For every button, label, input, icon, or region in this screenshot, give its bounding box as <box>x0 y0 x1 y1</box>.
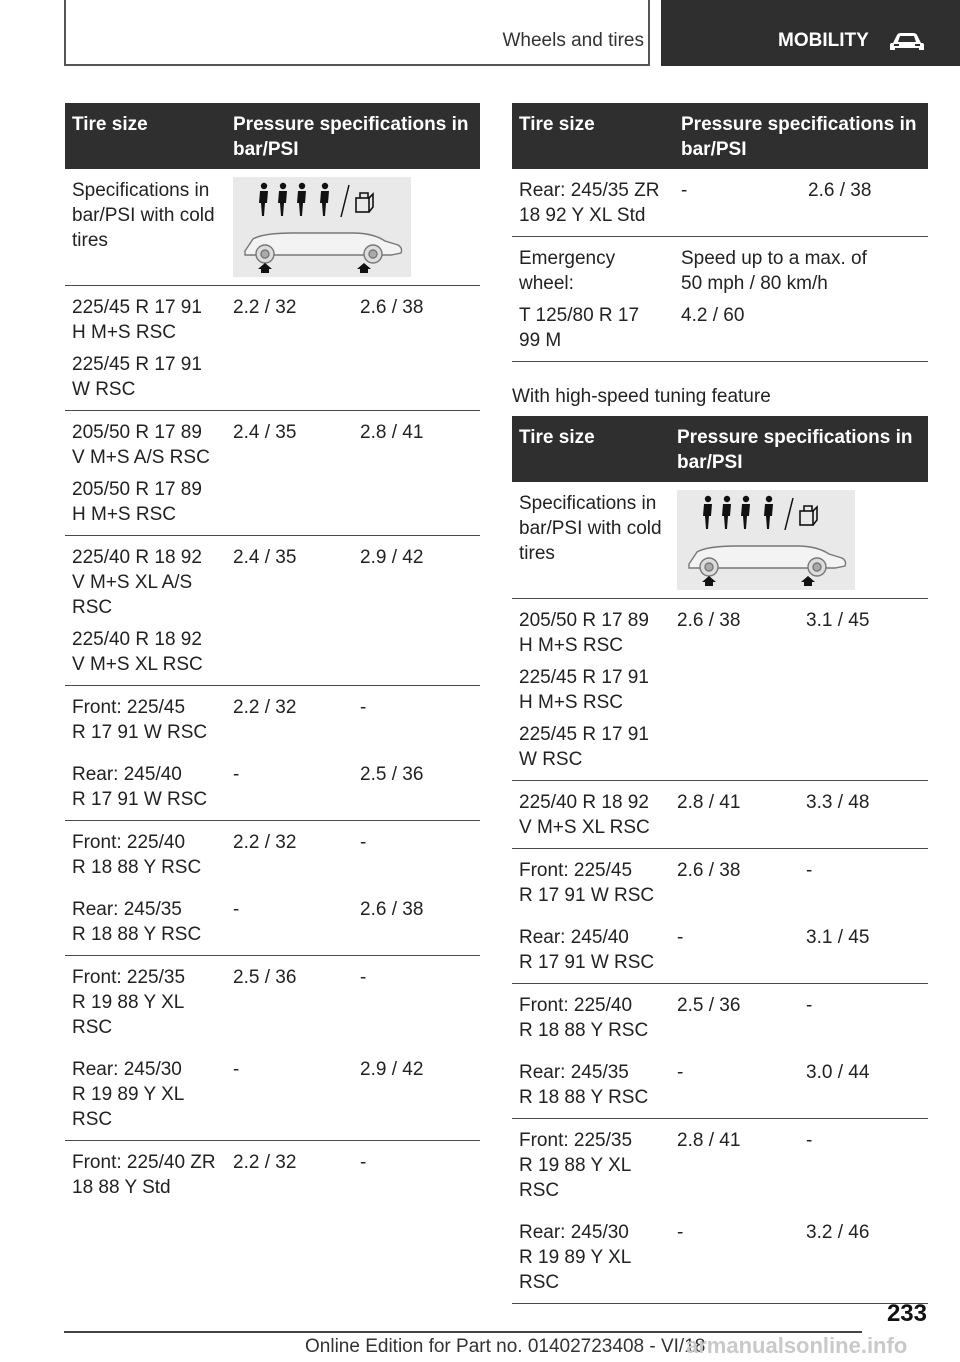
header-tire-size: Tire size <box>65 103 226 169</box>
tire-size-cell <box>512 237 674 362</box>
cell-line: 2.6 / 38 <box>677 610 741 631</box>
section-title: Wheels and tires <box>502 30 644 51</box>
cell-line: - <box>360 697 367 718</box>
pressure-cell-normal-load <box>674 169 801 237</box>
table-row <box>65 169 480 286</box>
cell-line: - <box>360 832 367 853</box>
edition-note: Online Edition for Part no. 01402723408 - VI/18 <box>305 1336 706 1357</box>
page-number: 233 <box>886 1300 927 1327</box>
cell-line: 225/40 R 18 92 V M+S XL RSC <box>519 792 650 838</box>
person-icon <box>703 496 773 529</box>
pressure-cell-full-load <box>799 1051 928 1119</box>
cell-line: 225/45 R 17 91 W RSC <box>72 354 202 400</box>
chapter-title: MOBILITY <box>778 30 869 51</box>
table-row <box>512 781 928 849</box>
pressure-cell-full-load <box>353 888 480 956</box>
pressure-cell-normal-load <box>670 1051 799 1119</box>
table-row <box>512 169 928 237</box>
illustration-cell <box>226 169 480 286</box>
tire-size-cell <box>65 1141 226 1209</box>
cell-line: 205/50 R 17 89 H M+S RSC <box>519 610 649 656</box>
pressure-cell-normal-load <box>670 916 799 984</box>
tire-pressure-table-right-2 <box>512 416 928 1304</box>
cell-line: Rear: 245/40 R 17 91 W RSC <box>519 927 655 973</box>
cell-line: 2.2 / 32 <box>233 697 297 718</box>
cell-line: Specifications in bar/PSI with cold tires <box>519 493 662 564</box>
cell-line: 2.2 / 32 <box>233 1152 297 1173</box>
right-column <box>512 103 928 1304</box>
cell-line: 205/50 R 17 89 H M+S RSC <box>72 479 202 525</box>
cell-line: 2.8 / 41 <box>677 792 741 813</box>
tire-size-cell <box>65 1048 226 1141</box>
cell-line: Front: 225/35 R 19 88 Y XL RSC <box>519 1130 633 1201</box>
cell-line: 2.9 / 42 <box>360 547 424 568</box>
cell-line: 2.2 / 32 <box>233 832 297 853</box>
cell-line: Front: 225/40 ZR 18 88 Y Std <box>72 1152 216 1198</box>
cell-line: 2.5 / 36 <box>360 764 424 785</box>
pressure-cell-full-load <box>353 821 480 889</box>
tire-size-cell <box>65 686 226 754</box>
cell-line: - <box>233 899 240 920</box>
pressure-cell-normal-load <box>226 956 353 1049</box>
pressure-cell-full-load <box>353 536 480 686</box>
cell-line: 2.6 / 38 <box>677 860 741 881</box>
cell-line: - <box>681 180 688 201</box>
luggage-icon <box>356 193 373 212</box>
cell-line: - <box>233 764 240 785</box>
cell-line: 2.6 / 38 <box>360 899 424 920</box>
cell-line: 3.2 / 46 <box>806 1222 870 1243</box>
pressure-cell-full-load <box>353 956 480 1049</box>
cell-line: Front: 225/40 R 18 88 Y RSC <box>519 995 649 1041</box>
pressure-cell-normal-load <box>670 1119 799 1212</box>
pressure-cell-full-load <box>801 169 928 237</box>
pressure-cell-normal-load <box>226 411 353 536</box>
table-row <box>65 286 480 411</box>
header-pressure: Pressure specifications in bar/PSI <box>226 103 480 169</box>
pressure-cell-full-load <box>353 1141 480 1209</box>
cell-line: Rear: 245/30 R 19 89 Y XL RSC <box>519 1222 632 1293</box>
tire-size-cell <box>65 888 226 956</box>
table-row <box>512 984 928 1052</box>
tire-size-cell <box>65 411 226 536</box>
pressure-cell-normal-load <box>226 1048 353 1141</box>
pressure-cell <box>674 237 928 362</box>
cell-line: Speed up to a max. of 50 mph / 80 km/h <box>681 248 867 294</box>
tire-size-cell <box>512 781 670 849</box>
pressure-cell-full-load <box>353 686 480 754</box>
tire-size-cell <box>65 169 226 286</box>
cell-line: Front: 225/45 R 17 91 W RSC <box>519 860 655 906</box>
watermark: armanualsonline.info <box>686 1333 908 1358</box>
tire-size-cell <box>512 482 670 599</box>
cell-line: Specifications in bar/PSI with cold tires <box>72 180 215 251</box>
tire-size-cell <box>512 169 674 237</box>
pressure-cell-full-load <box>353 753 480 821</box>
cell-line: 3.3 / 48 <box>806 792 870 813</box>
pressure-cell-normal-load <box>226 286 353 411</box>
cell-line: - <box>806 1130 813 1151</box>
chapter-tab[interactable] <box>661 0 960 66</box>
person-icon <box>259 183 329 216</box>
pressure-cell-full-load <box>353 411 480 536</box>
table-row <box>512 1051 928 1119</box>
cell-line: - <box>233 1059 240 1080</box>
cell-line: 2.2 / 32 <box>233 297 297 318</box>
car-icon <box>889 31 925 53</box>
cell-line: 2.5 / 36 <box>677 995 741 1016</box>
table-row <box>512 916 928 984</box>
cell-line: - <box>360 1152 367 1173</box>
header-tire-size: Tire size <box>512 103 674 169</box>
tire-size-cell <box>512 599 670 781</box>
table-row <box>65 753 480 821</box>
table-row <box>65 821 480 889</box>
table-row <box>512 599 928 781</box>
cell-line: Rear: 245/35 R 18 88 Y RSC <box>519 1062 649 1108</box>
cell-line: 2.6 / 38 <box>808 180 872 201</box>
pressure-cell-full-load <box>799 984 928 1052</box>
pressure-cell-full-load <box>353 1048 480 1141</box>
tire-size-cell <box>512 984 670 1052</box>
left-column <box>65 103 480 1208</box>
cell-line: T 125/80 R 17 99 M <box>519 305 640 351</box>
cell-line: 2.5 / 36 <box>233 967 297 988</box>
cell-line: 2.6 / 38 <box>360 297 424 318</box>
tire-size-cell <box>512 916 670 984</box>
cell-line: 4.2 / 60 <box>681 305 745 326</box>
table-row <box>65 1141 480 1209</box>
table-row <box>512 1119 928 1212</box>
luggage-icon <box>800 506 817 525</box>
tire-size-cell <box>65 956 226 1049</box>
tire-pressure-table-left <box>65 103 480 1208</box>
pressure-cell-normal-load <box>226 753 353 821</box>
table-row <box>512 1211 928 1304</box>
table-row <box>65 956 480 1049</box>
load-illustration <box>677 490 855 590</box>
cell-line: 3.1 / 45 <box>806 610 870 631</box>
arrow-up-icon <box>258 263 371 273</box>
tire-size-cell <box>65 286 226 411</box>
table-row <box>65 888 480 956</box>
table-row <box>512 237 928 362</box>
cell-line: 225/40 R 18 92 V M+S XL RSC <box>72 629 203 675</box>
pressure-cell-full-load <box>799 781 928 849</box>
cell-line: Rear: 245/30 R 19 89 Y XL RSC <box>72 1059 185 1130</box>
tire-pressure-table-right-1 <box>512 103 928 362</box>
pressure-cell-normal-load <box>670 984 799 1052</box>
car-side-view <box>689 546 846 576</box>
cell-line: - <box>677 1222 684 1243</box>
tire-size-cell <box>512 1051 670 1119</box>
tire-size-cell <box>512 1211 670 1304</box>
load-illustration <box>233 177 411 277</box>
header-pressure: Pressure specifications in bar/PSI <box>674 103 928 169</box>
cell-line: - <box>806 860 813 881</box>
cell-line: - <box>806 995 813 1016</box>
pressure-cell-normal-load <box>670 849 799 917</box>
cell-line: - <box>677 1062 684 1083</box>
pressure-cell-normal-load <box>226 536 353 686</box>
illustration-cell <box>670 482 928 599</box>
cell-line: Rear: 245/35 ZR 18 92 Y XL Std <box>519 180 660 226</box>
pressure-cell-full-load <box>799 916 928 984</box>
cell-line: Rear: 245/35 R 18 88 Y RSC <box>72 899 202 945</box>
cell-line: 225/45 R 17 91 W RSC <box>519 724 649 770</box>
pressure-cell-full-load <box>799 849 928 917</box>
pressure-cell-full-load <box>799 599 928 781</box>
tire-size-cell <box>65 753 226 821</box>
cell-line: Front: 225/35 R 19 88 Y XL RSC <box>72 967 186 1038</box>
cell-line: 2.8 / 41 <box>677 1130 741 1151</box>
pressure-cell-full-load <box>799 1119 928 1212</box>
cell-line: Front: 225/45 R 17 91 W RSC <box>72 697 208 743</box>
cell-line: Front: 225/40 R 18 88 Y RSC <box>72 832 202 878</box>
cell-line: 3.0 / 44 <box>806 1062 870 1083</box>
car-side-view <box>245 233 402 263</box>
pressure-cell-normal-load <box>226 686 353 754</box>
tire-size-cell <box>65 536 226 686</box>
pressure-cell-full-load <box>799 1211 928 1304</box>
cell-line: 3.1 / 45 <box>806 927 870 948</box>
cell-line: 2.8 / 41 <box>360 422 424 443</box>
cell-line: Rear: 245/40 R 17 91 W RSC <box>72 764 208 810</box>
table-row <box>65 536 480 686</box>
header-pressure: Pressure specifications in bar/PSI <box>670 416 928 482</box>
table-row <box>512 849 928 917</box>
pressure-cell-normal-load <box>226 1141 353 1209</box>
high-speed-subheading: With high-speed tuning feature <box>512 386 771 407</box>
table-row <box>65 411 480 536</box>
pressure-cell-normal-load <box>670 599 799 781</box>
cell-line: 225/45 R 17 91 H M+S RSC <box>519 667 649 713</box>
cell-line: 2.9 / 42 <box>360 1059 424 1080</box>
cell-line: - <box>677 927 684 948</box>
table-row <box>65 686 480 754</box>
table-row <box>65 1048 480 1141</box>
cell-line: 2.4 / 35 <box>233 547 297 568</box>
tire-size-cell <box>512 849 670 917</box>
cell-line: Emergency wheel: <box>519 248 616 294</box>
pressure-cell-normal-load <box>226 888 353 956</box>
header-tire-size: Tire size <box>512 416 670 482</box>
cell-line: 2.4 / 35 <box>233 422 297 443</box>
pressure-cell-full-load <box>353 286 480 411</box>
table-row <box>512 482 928 599</box>
cell-line: 225/40 R 18 92 V M+S XL A/S RSC <box>72 547 202 618</box>
pressure-cell-normal-load <box>670 781 799 849</box>
pressure-cell-normal-load <box>226 821 353 889</box>
tire-size-cell <box>65 821 226 889</box>
cell-line: 225/45 R 17 91 H M+S RSC <box>72 297 202 343</box>
arrow-up-icon <box>702 576 815 586</box>
tire-size-cell <box>512 1119 670 1212</box>
cell-line: 205/50 R 17 89 V M+S A/S RSC <box>72 422 210 468</box>
pressure-cell-normal-load <box>670 1211 799 1304</box>
cell-line: - <box>360 967 367 988</box>
